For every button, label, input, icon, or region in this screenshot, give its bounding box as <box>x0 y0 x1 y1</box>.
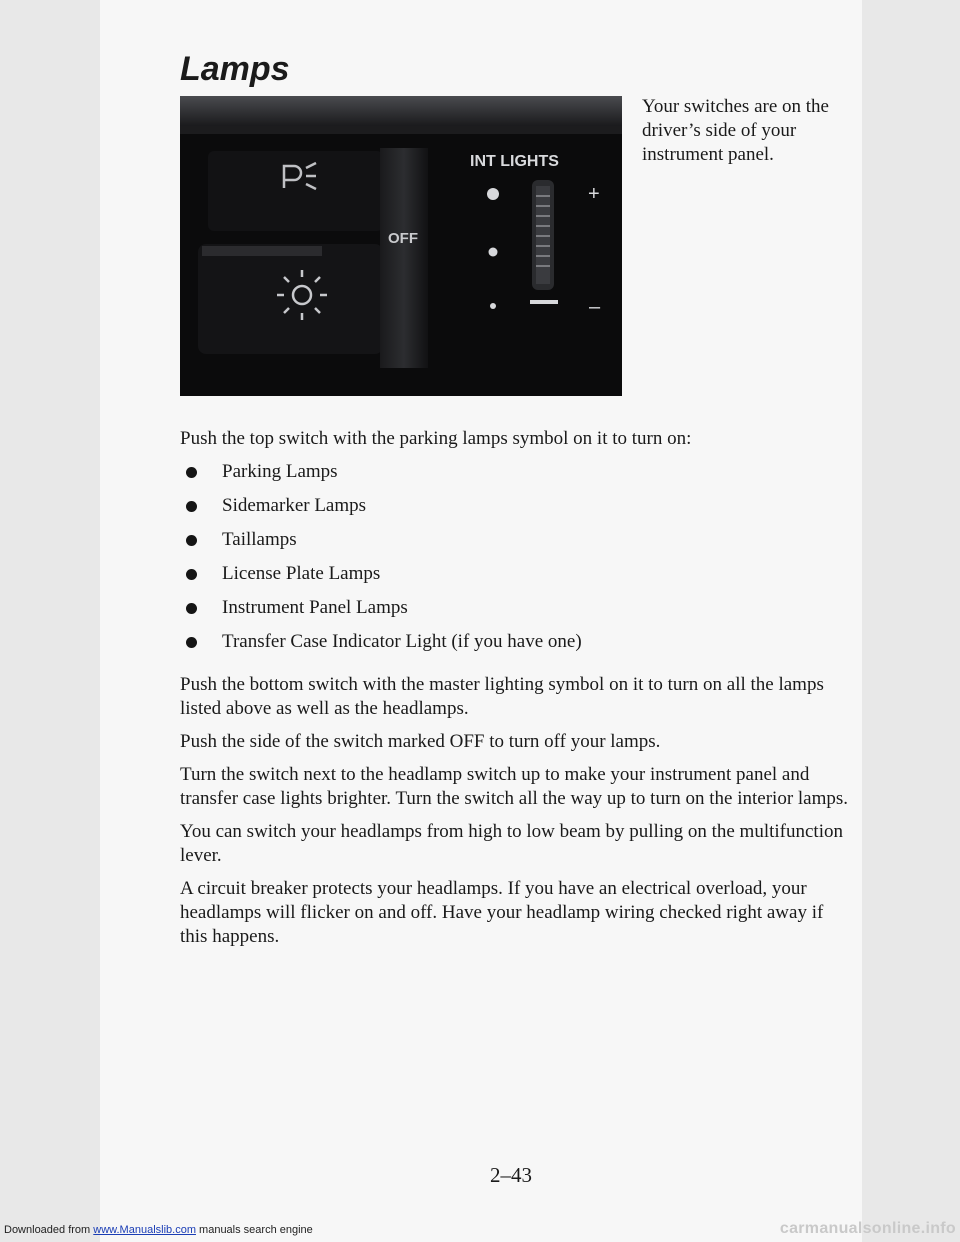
minus-label: – <box>589 296 601 318</box>
bullet-icon <box>186 569 197 580</box>
off-rocker <box>380 148 428 368</box>
lamp-switch-illustration <box>180 96 622 396</box>
list-item: License Plate Lamps <box>180 562 850 596</box>
list-item: Taillamps <box>180 528 850 562</box>
off-label: OFF <box>388 230 418 247</box>
dimmer-low-mark <box>530 300 558 304</box>
bullet-icon <box>186 501 197 512</box>
site-watermark: carmanualsonline.info <box>779 1220 956 1237</box>
list-item: Parking Lamps <box>180 460 850 494</box>
low-dot-icon <box>490 303 496 309</box>
bullet-icon <box>186 467 197 478</box>
list-item: Instrument Panel Lamps <box>180 596 850 630</box>
right-margin <box>862 0 960 1242</box>
body-text <box>180 427 850 958</box>
paragraph-beam: You can switch your headlamps from high to low beam by pulling on the multifunction lever. <box>180 821 843 866</box>
dimmer-thumbwheel[interactable] <box>530 180 558 304</box>
list-item: Transfer Case Indicator Light (if you have one) <box>180 630 850 664</box>
plus-label: + <box>588 183 600 205</box>
lamp-list <box>180 460 850 664</box>
page-title: Lamps <box>180 50 290 88</box>
download-watermark: Downloaded from www.Manualslib.com manuals search engine <box>4 1224 313 1236</box>
bullet-icon <box>186 637 197 648</box>
manualslib-link[interactable]: www.Manualslib.com <box>93 1224 196 1236</box>
paragraph-circuit-breaker: A circuit breaker protects your headlamps. If you have an electrical overload, your headlamps will flicker on and off. Have your headlamp wiring checked right away if this happens. <box>180 878 824 947</box>
paragraph-dimmer: Turn the switch next to the headlamp switch up to make your instrument panel and transfer case lights brighter. Turn the switch all the way up to turn on the interior lamps. <box>180 764 849 809</box>
mid-dot-icon <box>489 248 498 257</box>
list-item: Sidemarker Lamps <box>180 494 850 528</box>
paragraph-master-switch: Push the bottom switch with the master lighting symbol on it to turn on all the lamps listed above as well as the headlamps. <box>180 674 824 719</box>
int-lights-label: INT LIGHTS <box>470 153 559 170</box>
bullet-icon <box>186 603 197 614</box>
high-dot-icon <box>487 188 499 200</box>
parking-switch <box>208 151 383 231</box>
lamp-switch-photo <box>180 96 622 396</box>
intro-paragraph: Push the top switch with the parking lamps symbol on it to turn on: <box>180 428 692 449</box>
master-switch <box>198 244 383 354</box>
bullet-icon <box>186 535 197 546</box>
paragraph-off: Push the side of the switch marked OFF to turn off your lamps. <box>180 731 661 752</box>
side-note: Your switches are on the driver’s side of your instrument panel. <box>642 96 829 165</box>
page-number: 2–43 <box>490 1163 532 1187</box>
left-margin <box>0 0 100 1242</box>
